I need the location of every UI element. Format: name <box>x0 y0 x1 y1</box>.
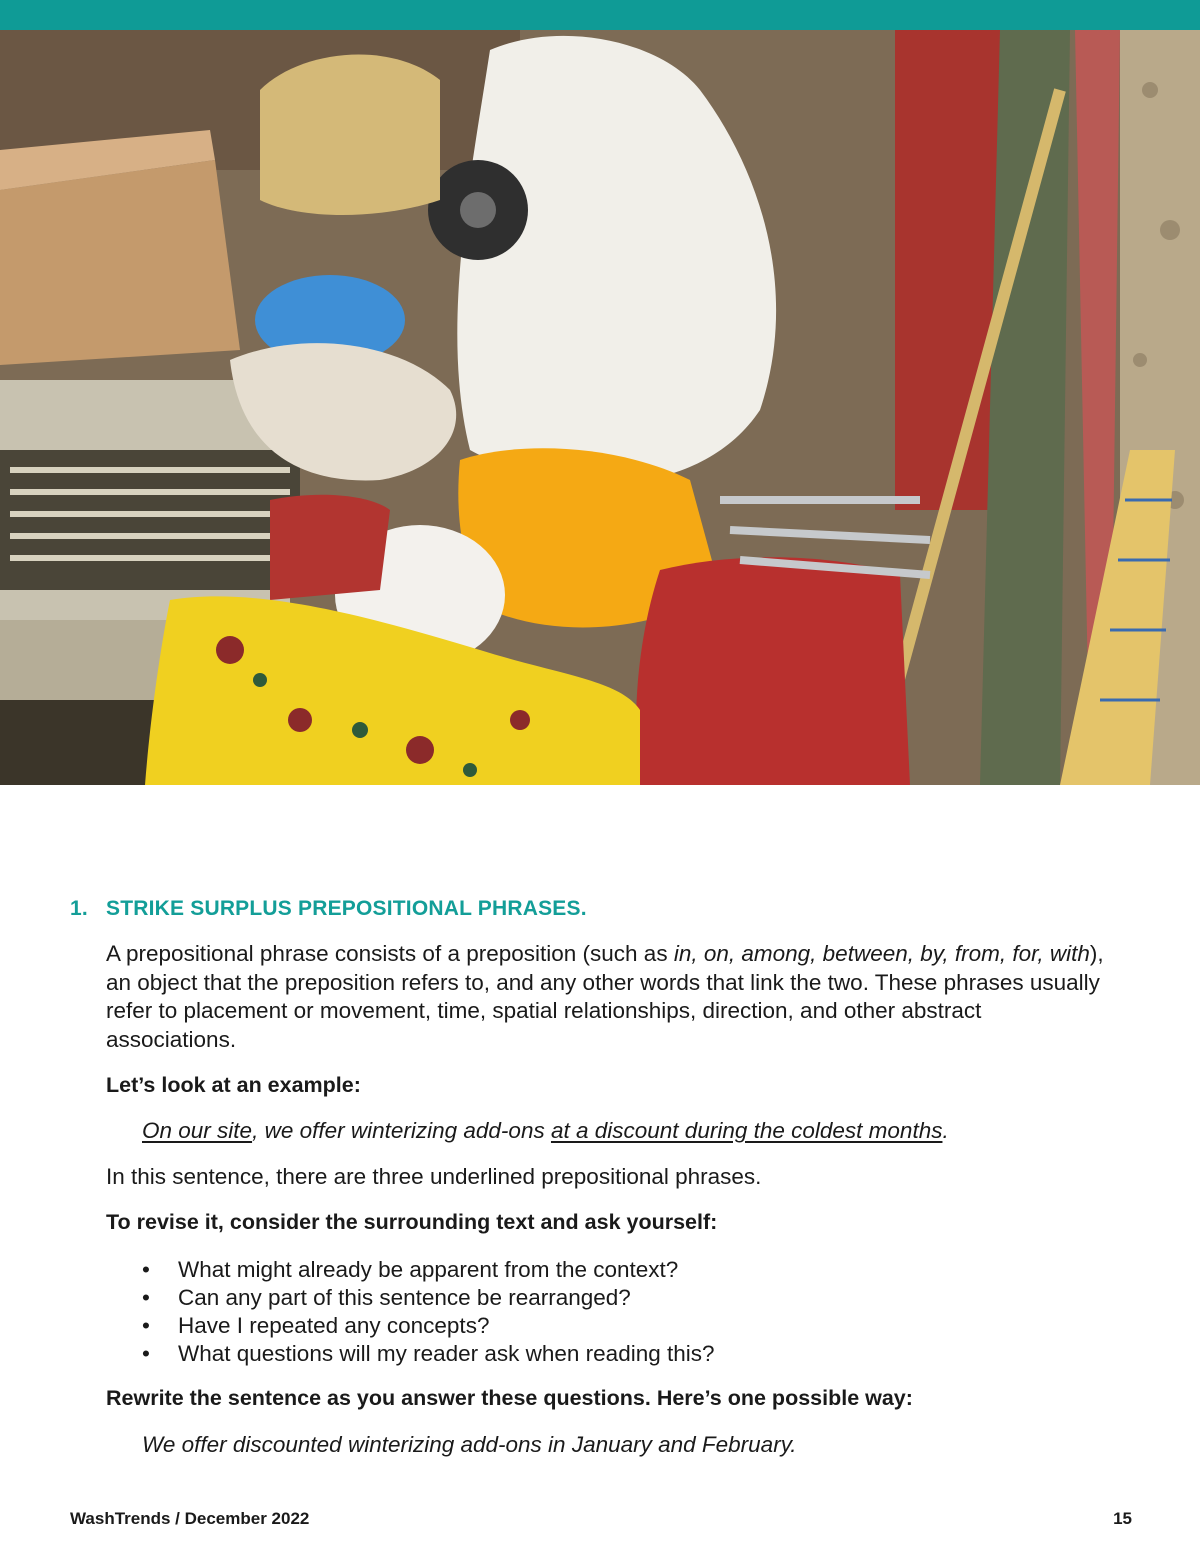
section-number: 1. <box>70 897 88 920</box>
list-item <box>142 1312 715 1340</box>
bullet-icon: • <box>142 1313 150 1338</box>
question-text: What questions will my reader ask when reading this? <box>178 1341 715 1366</box>
bullet-icon: • <box>142 1285 150 1310</box>
rewrite-sentence: We offer discounted winterizing add-ons in January and February. <box>142 1432 797 1457</box>
section-heading <box>70 897 587 921</box>
list-item <box>142 1256 715 1284</box>
intro-paragraph <box>106 940 1116 1054</box>
underlined-phrase-1: On our site <box>142 1118 253 1143</box>
bullet-icon: • <box>142 1257 150 1282</box>
cluttered-garage-photo <box>0 30 1200 785</box>
example-middle: , we offer winterizing add-ons <box>252 1118 551 1143</box>
preposition-examples: in, on, among, between, by, from, for, with <box>673 941 1090 966</box>
bullet-icon: • <box>142 1341 150 1366</box>
question-text: What might already be apparent from the context? <box>178 1257 679 1282</box>
question-text: Have I repeated any concepts? <box>178 1313 490 1338</box>
underlined-phrase-2: at a discount during the coldest months <box>550 1118 943 1143</box>
rewrite-label: Rewrite the sentence as you answer these questions. Here’s one possible way: <box>106 1386 913 1410</box>
example-end: . <box>942 1118 949 1143</box>
example-sentence <box>142 1118 949 1144</box>
intro-text-start: A prepositional phrase consists of a preposition (such as <box>106 941 674 966</box>
footer-publication: WashTrends / December 2022 <box>70 1509 310 1528</box>
revise-label: To revise it, consider the surrounding text and ask yourself: <box>106 1210 718 1234</box>
section-title: STRIKE SURPLUS PREPOSITIONAL PHRASES. <box>106 897 587 920</box>
question-list <box>142 1256 715 1368</box>
intro-text-end: ), an object that the preposition refers to, and any other words that link the two. These phrases usually refer to placement or movement, time, spatial relationships, direction, and other abstract associations. <box>106 941 1104 1052</box>
list-item <box>142 1284 715 1312</box>
question-text: Can any part of this sentence be rearranged? <box>178 1285 631 1310</box>
page-number: 15 <box>1113 1509 1132 1528</box>
example-label: Let’s look at an example: <box>106 1073 361 1097</box>
observation-text: In this sentence, there are three underlined prepositional phrases. <box>106 1164 762 1189</box>
top-accent-bar <box>0 0 1200 30</box>
list-item <box>142 1340 715 1368</box>
